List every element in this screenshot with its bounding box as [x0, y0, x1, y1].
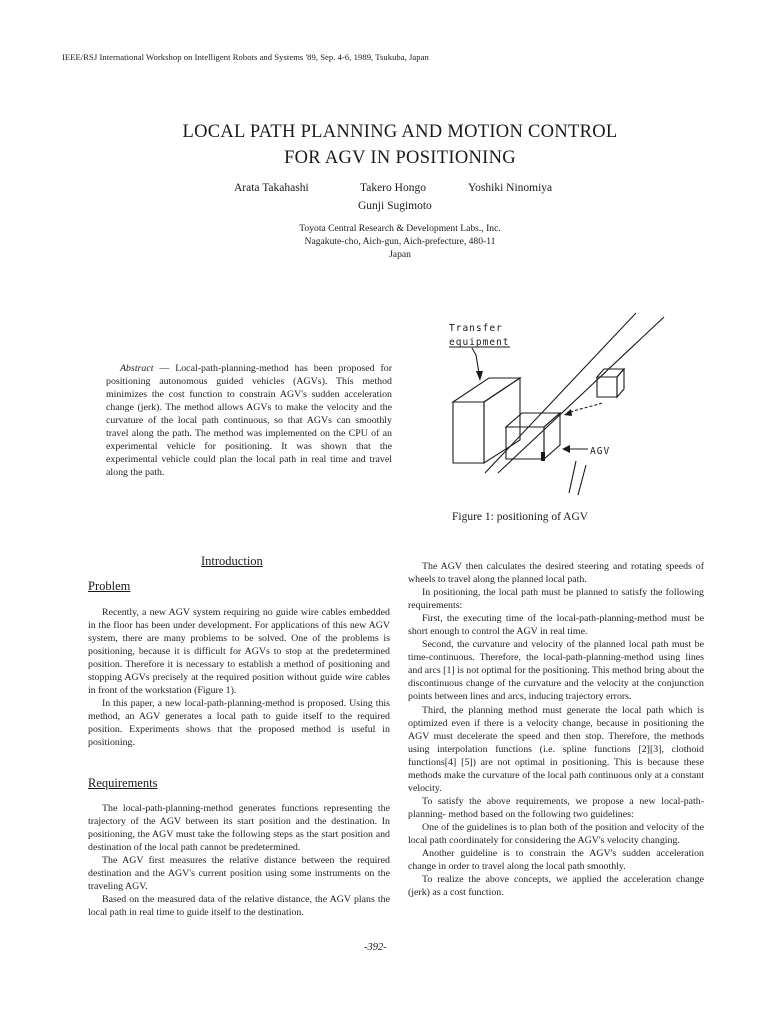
- subsection-requirements: Requirements: [88, 776, 158, 790]
- requirements-text: [88, 802, 390, 919]
- figure-label-equipment: equipment: [449, 337, 510, 348]
- trajectory-arrow: [568, 403, 602, 413]
- figure-1: [440, 305, 676, 505]
- section-introduction: Introduction: [201, 554, 263, 568]
- author-takahashi: Arata Takahashi: [234, 182, 309, 194]
- figure-1-caption: Figure 1: positioning of AGV: [452, 511, 589, 523]
- agv-far-side: [617, 369, 624, 397]
- right-paragraph-5: Third, the planning method must generate the local path which is optimized even if there is a velocity change, because in positioning the AGV must decelerate the speed and then stop. Therefore, the methods using interpolation functions (i.e. spline functions [2][3], clothoid functions[4] [5]) are not optimal in positioning. This is because these methods make the curvature of the local path continuous only at a constant velocity.: [408, 704, 704, 794]
- figure-label-agv: AGV: [590, 446, 611, 457]
- affiliation-line-2: Nagakute-cho, Aich-gun, Aich-prefecture, 480-11: [304, 236, 496, 247]
- requirements-paragraph-3: Based on the measured data of the relative distance, the AGV plans the local path in real time to guide itself to the destination.: [88, 894, 390, 919]
- paper-title-line-1: LOCAL PATH PLANNING AND MOTION CONTROL: [182, 122, 618, 142]
- abstract-text: — Local-path-planning-method has been proposed for positioning autonomous guided vehicles (AGVs). This method minimizes the cost function to constrain AGV's sudden acceleration change (jerk). The method allows AGVs to make the velocity and the curvature of the local path continuous, so that AGVs can smoothly travel along the path. The method was implemented on the CPU of an experimental vehicle for positioning. It was shown that the experimental vehicle could plan the local path in real time and travel along the path.: [106, 363, 392, 479]
- right-paragraph-2: In positioning, the local path must be planned to satisfy the following requirements:: [408, 587, 704, 612]
- affiliation-line-1: Toyota Central Research & Development Labs., Inc.: [299, 223, 501, 234]
- right-paragraph-3: First, the executing time of the local-path-planning-method must be short enough to control the AGV in real time.: [408, 613, 704, 638]
- agv-near-side: [544, 413, 560, 459]
- problem-paragraph-2: In this paper, a new local-path-planning-method is proposed. Using this method, an AGV generates a local path to guide itself to the required position. Experiments shows that the proposed method is useful in positioning.: [88, 698, 390, 749]
- right-paragraph-6: To satisfy the above requirements, we propose a new local-path-planning- method based on the following two guidelines:: [408, 795, 704, 820]
- figure-label-transfer: Transfer: [449, 323, 503, 334]
- track-line-3: [569, 461, 576, 493]
- right-paragraph-8: Another guideline is to constrain the AGV's sudden acceleration change in order to travel along the local path smoothly.: [408, 848, 704, 873]
- requirements-paragraph-2: The AGV first measures the relative distance between the required destination and the AGV's current position using some instruments on the traveling AGV.: [88, 855, 390, 893]
- right-paragraph-4: Second, the curvature and velocity of the planned local path must be time-continuous. Therefore, the local-path-planning-method using lines and arcs [1] is not optimal for the positioning. This method bring about the discontinuous change of the curvature and the velocity at the conjunction points between lines and arcs, inducing trajectory errors.: [408, 639, 704, 703]
- transfer-arrow-head: [476, 371, 483, 381]
- requirements-paragraph-1: The local-path-planning-method generates functions representing the trajectory of the AGV between its start position and the destination. In positioning, the AGV must take the following steps as the start position and destination of the local path cannot be predetermined.: [88, 803, 390, 854]
- affiliation: [220, 222, 580, 261]
- paper-title-line-2: FOR AGV IN POSITIONING: [284, 148, 516, 168]
- transfer-equipment-side: [484, 378, 520, 463]
- transfer-equipment-front: [453, 402, 484, 463]
- author-ninomiya: Yoshiki Ninomiya: [468, 182, 553, 194]
- subsection-problem: Problem: [88, 579, 131, 593]
- author-sugimoto: Gunji Sugimoto: [358, 200, 432, 212]
- track-line-2: [498, 317, 664, 473]
- right-paragraph-7: One of the guidelines is to plan both of the position and velocity of the local path coordinately for considering the AGV's velocity changing.: [408, 821, 704, 846]
- agv-wheel: [541, 452, 545, 461]
- affiliation-line-3: Japan: [389, 249, 411, 260]
- page-number: -392-: [364, 942, 387, 953]
- right-column-text: [408, 560, 704, 899]
- right-paragraph-9: To realize the above concepts, we applied the acceleration change (jerk) as a cost function.: [408, 874, 704, 899]
- agv-arrow-head: [562, 445, 570, 453]
- problem-text: [88, 606, 390, 750]
- track-line-4: [578, 465, 586, 495]
- transfer-equipment-top: [453, 378, 520, 402]
- abstract-label: Abstract: [120, 363, 154, 374]
- figure-1-drawing: [440, 305, 676, 505]
- agv-near-front: [506, 427, 544, 459]
- venue-header: IEEE/RSJ International Workshop on Intelligent Robots and Systems '89, Sep. 4-6, 1989, Tsukuba, Japan: [62, 52, 429, 62]
- right-paragraph-1: The AGV then calculates the desired steering and rotating speeds of wheels to travel along the planned local path.: [408, 561, 704, 586]
- abstract: [106, 362, 392, 479]
- author-hongo: Takero Hongo: [360, 182, 426, 194]
- agv-far-front: [597, 377, 617, 397]
- problem-paragraph-1: Recently, a new AGV system requiring no guide wire cables embedded in the floor has been under development. For applications of this new AGV system, there are many problems to be solved. One of the problems is positioning, because it is difficult for AGVs to stop at the predetermined position. Therefore it is necessary to establish a method of positioning and stopping AGVs precisely at the required position without guide wire cables in front of the workstation (Figure 1).: [88, 607, 390, 697]
